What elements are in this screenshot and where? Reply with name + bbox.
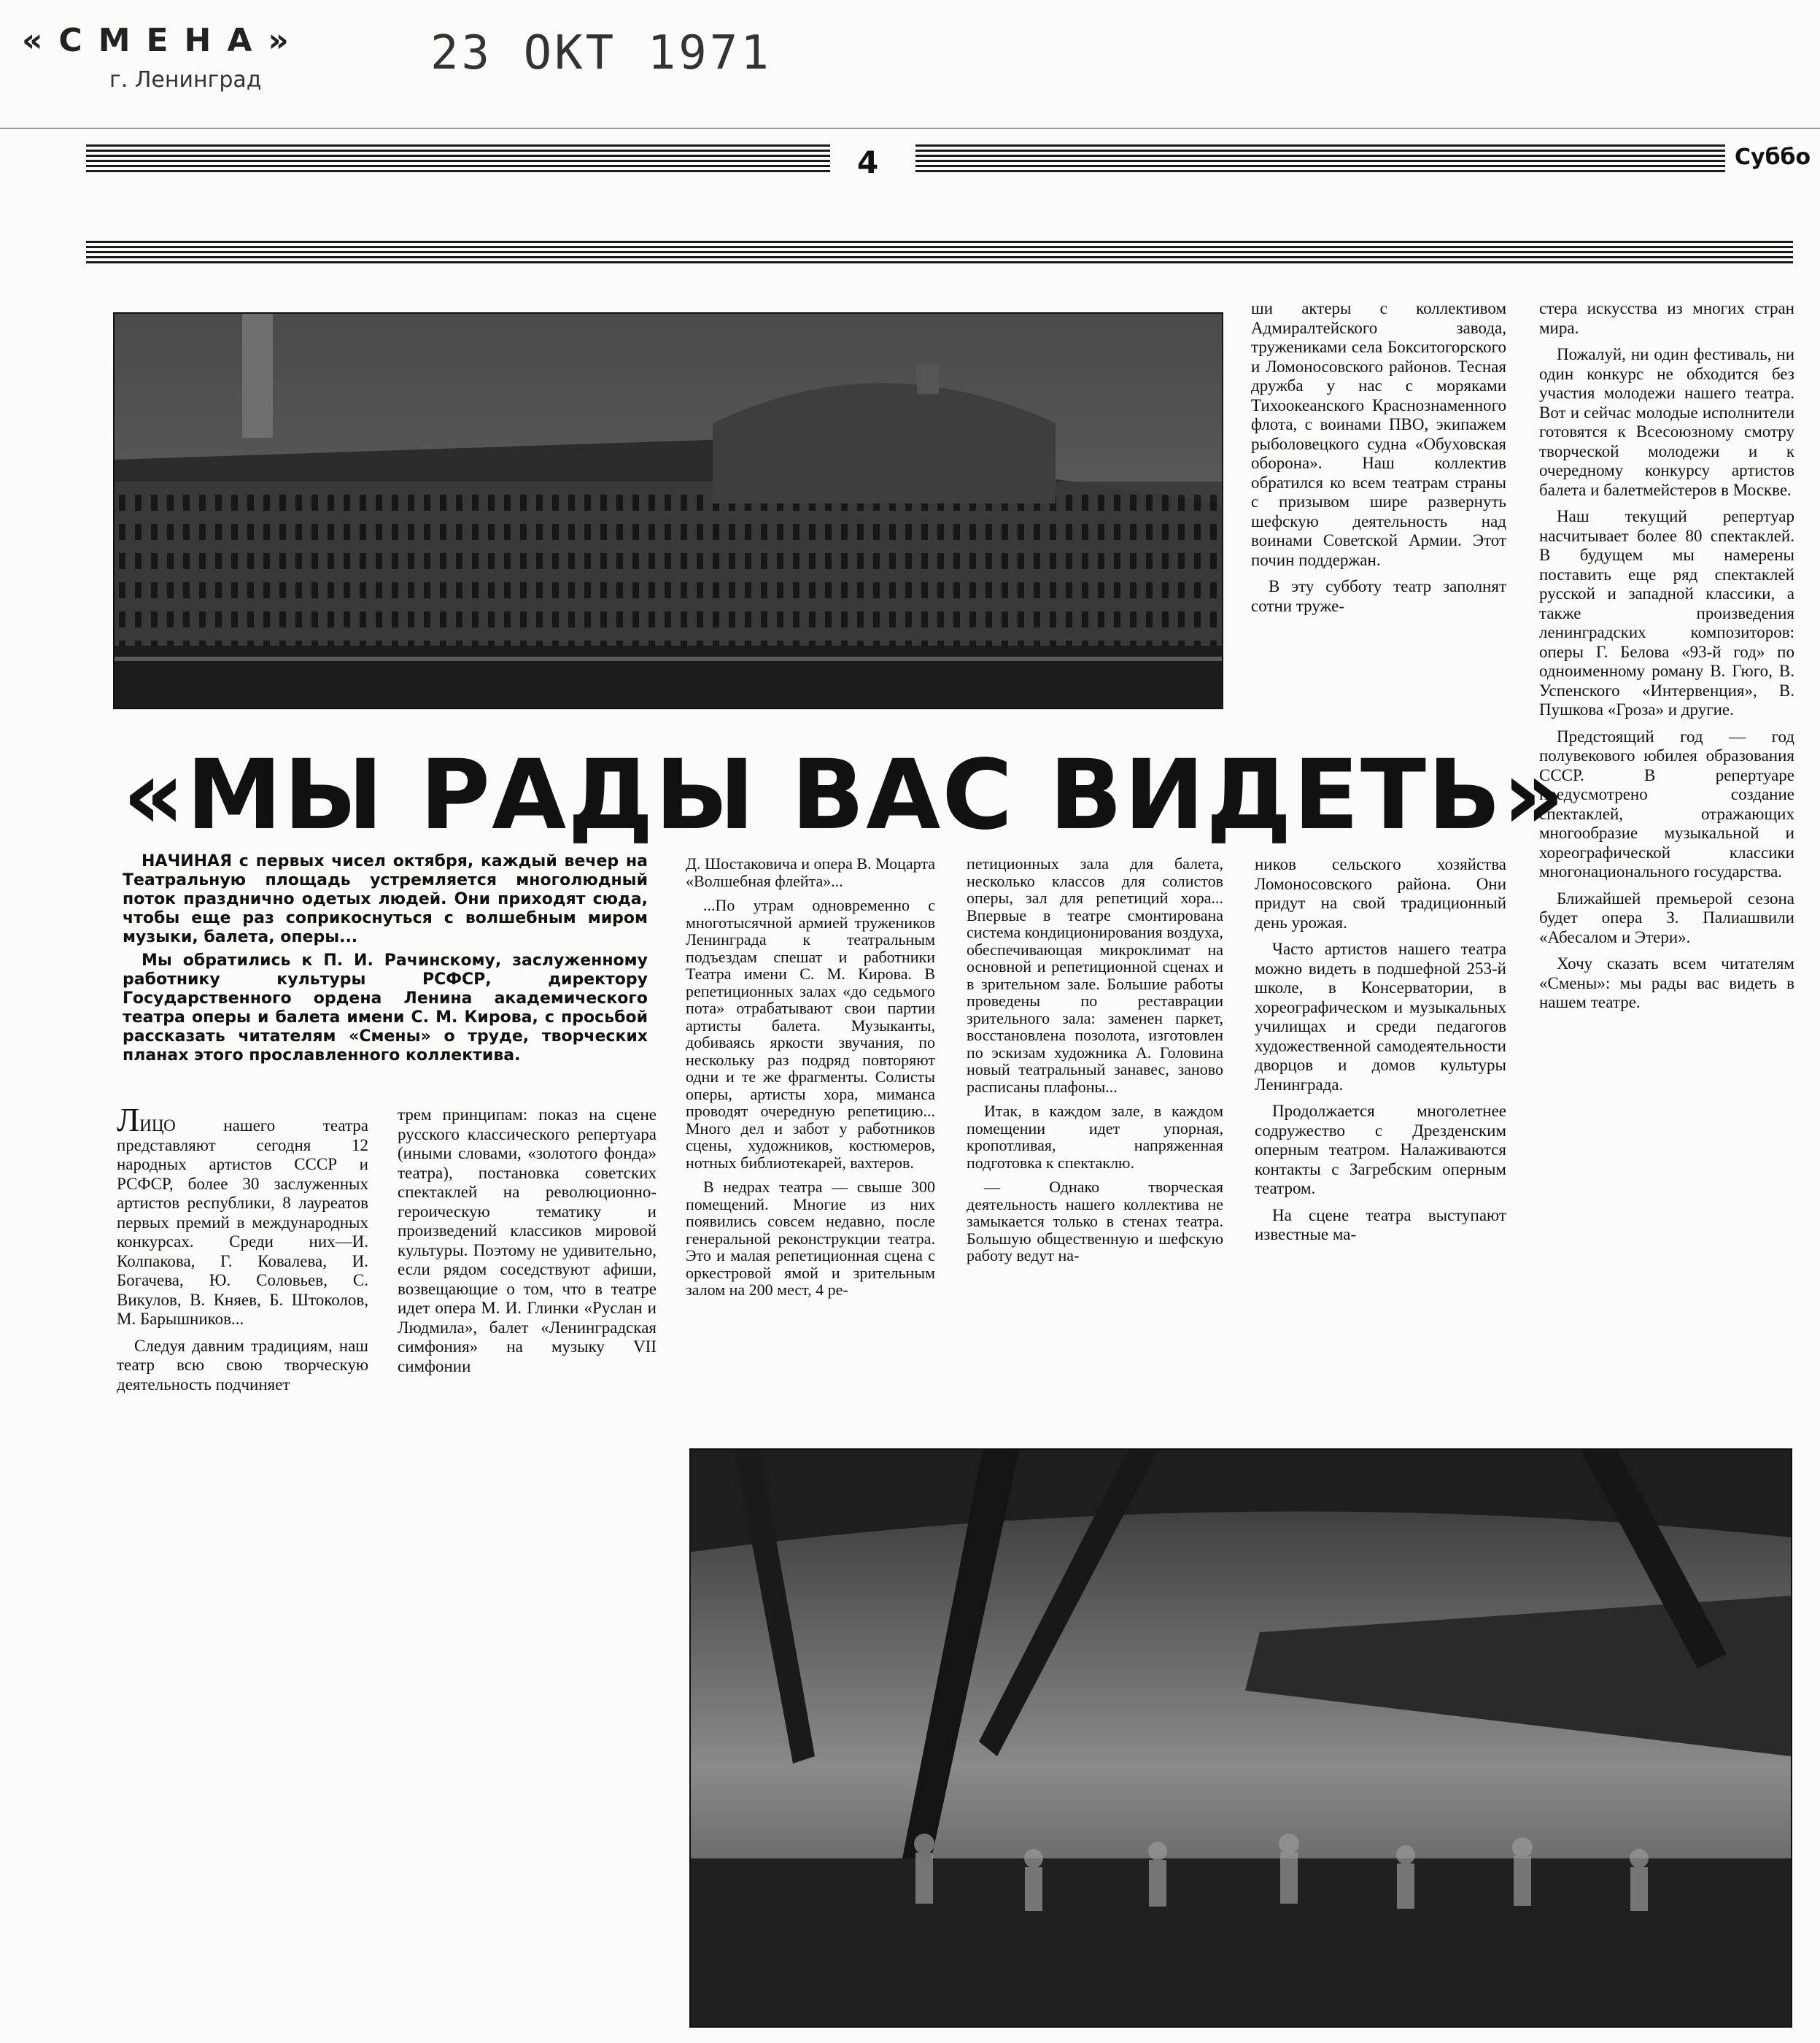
- column-1: [117, 1101, 368, 1402]
- col5-paragraph: ников сельского хозяйства Ломоносовского района. Они придут на свой традиционный день урожая.: [1255, 855, 1506, 932]
- section-label: Суббо: [1735, 144, 1811, 170]
- column-2: [398, 1105, 657, 1383]
- article-headline: «МЫ РАДЫ ВАС ВИДЕТЬ»: [123, 739, 1566, 851]
- col5-paragraph: На сцене театра выступают известные ма-: [1255, 1205, 1506, 1243]
- stamp-date: 23 ОКТ 1971: [430, 26, 772, 80]
- col6-paragraph: Наш текущий репертуар насчитывает более 80 спектаклей. В будущем мы намерены поставить еще ряд спектаклей русской и западной классики, а также произведения ленинградских композиторов: оперы Г. Белова «93-й год» по одноименному роману В. Гюго, В. Успенского «Интервенция», В. Пушкова «Гроза» и другие.: [1539, 507, 1794, 719]
- article-top-rule: [86, 241, 1793, 264]
- drop-cap: Л: [117, 1101, 140, 1138]
- col2-paragraph: трем принципам: показ на сцене русского классического репертуара (иными словами, «золотого фонда» театра), постановка советских спектаклей на революционно-героическую тематику и произведений классиков мировой культуры. Поэтому не удивительно, если рядом соседствуют афиши, возвещающие о том, что в театре идет опера М. И. Глинки «Руслан и Людмила», балет «Ленинградская симфония» на музыку VII симфонии: [398, 1105, 657, 1375]
- intro-paragraph: Мы обратились к П. И. Рачинскому, заслуженному работнику культуры РСФСР, директору Государственного ордена Ленина академического театра оперы и балета имени С. М. Кирова, с просьбой рассказать читателям «Смены» о труде, творческих планах этого прославленного коллектива.: [123, 951, 648, 1065]
- article-intro: [123, 852, 648, 1070]
- col6-paragraph: Ближайшей премьерой сезона будет опера З. Палиашвили «Абесалом и Этери».: [1539, 889, 1794, 946]
- col4-paragraph: петиционных зала для балета, несколько классов для солистов оперы, зал для репетиций хора... Впервые в театре смонтирована система кондиционирования воздуха, обеспечивающая микроклимат на основной и репетиционной сценах и в зрительном зале. Большие работы проведены по реставрации зрительного зала: заменен паркет, восстановлена позолота, изготовлен по эскизам художника А. Головина новый театральный занавес, заново расписаны плафоны...: [967, 854, 1223, 1096]
- header-rule-right: [915, 144, 1725, 174]
- col6-paragraph: Пожалуй, ни один фестиваль, ни один конкурс не обходится без участия молодежи нашего театра. Вот и сейчас молодые исполнители готовятся к Всесоюзному смотру творческой молодежи и к очередному конкурсу артистов балета и балетмейстеров в Москве.: [1539, 345, 1794, 499]
- stage-scene-photo: [689, 1448, 1792, 2028]
- col3-paragraph: ...По утрам одновременно с многотысячной армией тружеников Ленинграда к театральным подъездам спешат и работники Театра имени С. М. Кирова. В репетиционных залах «до седьмого пота» отрабатывают свои партии артисты балета. Музыканты, добиваясь яркости звучания, по нескольку раз подряд повторяют одни и те же фрагменты. Солисты оперы, артисты хора, миманса проводят очередную репетицию... Много дел и забот у работников сцены, художников, костюмеров, нотных библиотекарей, вахтеров.: [686, 896, 935, 1172]
- page-number: 4: [857, 144, 879, 180]
- theatre-building-photo: [113, 312, 1223, 709]
- col6-paragraph: стера искусства из многих стран мира.: [1539, 299, 1794, 337]
- col6-paragraph: Хочу сказать всем читателям «Смены»: мы рады вас видеть в нашем театре.: [1539, 954, 1794, 1011]
- col6-paragraph: Предстоящий год — год полувекового юбилея образования СССР. В репертуаре предусмотрено создание спектаклей, отражающих многообразие музыкальной и хореографической классики многонационального государства.: [1539, 727, 1794, 881]
- header-rule-left: [86, 144, 830, 174]
- column-5-top: [1251, 299, 1506, 623]
- col5-paragraph: Часто артистов нашего театра можно видеть в подшефной 253-й школе, в Консерватории, в хореографическом и музыкальных училищах и среди педагогов художественной самодеятельности дворцов и домов культуры Ленинграда.: [1255, 940, 1506, 1094]
- col4-paragraph: Итак, в каждом зале, в каждом помещении идет упорная, кропотливая, напряженная подготовка к спектаклю.: [967, 1102, 1223, 1172]
- col5-paragraph: Продолжается многолетнее содружество с Дрезденским оперным театром. Налаживаются контакты с Загребским оперным театром.: [1255, 1102, 1506, 1197]
- col5-paragraph: В эту субботу театр заполнят сотни труже-: [1251, 577, 1506, 615]
- col4-paragraph: — Однако творческая деятельность нашего коллектива не замыкается только в стенах театра. Большую общественную и шефскую работу ведут на-: [967, 1178, 1223, 1264]
- clipping-edge-line: [0, 128, 1820, 129]
- col3-paragraph: В недрах театра — свыше 300 помещений. Многие из них появились совсем недавно, после генеральной реконструкции театра. Это и малая репетиционная сцена с оркестровой ямой и зрительным залом на 200 мест, 4 ре-: [686, 1178, 935, 1299]
- stamp-newspaper-name: «СМЕНА»: [22, 22, 305, 59]
- column-3: [686, 855, 935, 1306]
- column-4: [967, 855, 1223, 1272]
- col1-paragraph: Следуя давним традициям, наш театр всю свою творческую деятельность подчиняет: [117, 1336, 368, 1394]
- column-6: [1539, 299, 1794, 1020]
- col1-paragraph: [117, 1101, 368, 1329]
- col5-paragraph: ши актеры с коллективом Адмиралтейского завода, тружениками села Бокситогорского и Ломоносовского районов. Тесная дружба у нас с моряками Тихоокеанского Краснознаменного флота, с воинами ПВО, экипажем рыболовецкого судна «Обуховская оборона». Наш коллектив обратился ко всем театрам страны с призывом шире развернуть шефскую деятельность над воинами Советской Армии. Этот почин поддержан.: [1251, 299, 1506, 569]
- stage-scene-illustration: [691, 1450, 1791, 2026]
- stamp-city: г. Ленинград: [109, 67, 262, 93]
- col1-text: ИЦО нашего театра представляют сегодня 12 народных артистов СССР и РСФСР, более 30 заслуженных артистов республики, 8 лауреатов первых премий в международных конкурсах. Среди них—И. Колпакова, Г. Ковалева, И. Богачева, Ю. Соловьев, С. Викулов, В. Княев, Б. Штоколов, М. Барышников...: [117, 1116, 368, 1328]
- theatre-building-illustration: [115, 314, 1222, 708]
- column-5-bottom: [1255, 855, 1506, 1252]
- intro-paragraph: НАЧИНАЯ с первых чисел октября, каждый вечер на Театральную площадь устремляется многолюдный поток празднично одетых людей. Они приходят сюда, чтобы еще раз соприкоснуться с волшебным миром музыки, балета, оперы...: [123, 852, 648, 946]
- col3-paragraph: Д. Шостаковича и опера В. Моцарта «Волшебная флейта»...: [686, 854, 935, 890]
